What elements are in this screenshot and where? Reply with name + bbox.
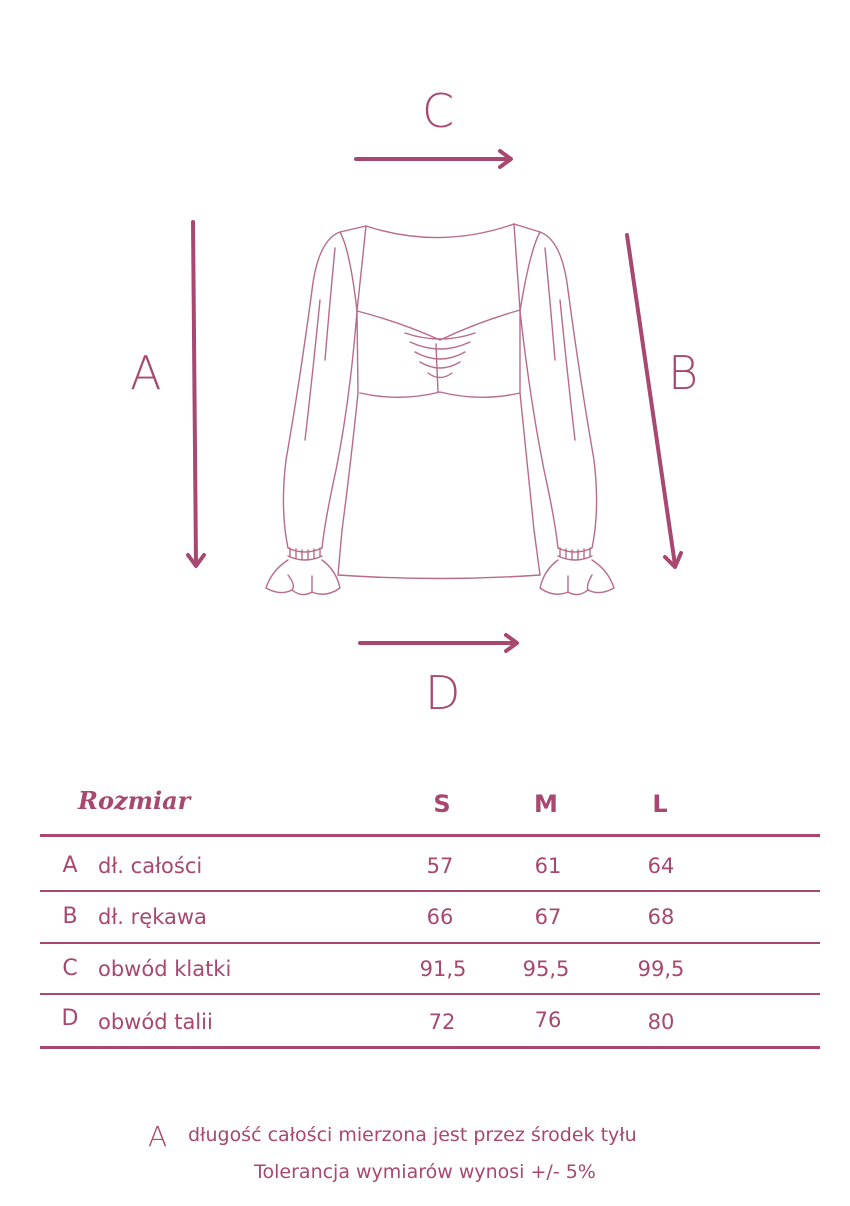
- label-b: B: [668, 346, 699, 400]
- cell-m: 95,5: [522, 957, 570, 981]
- cell-l: 80: [647, 1010, 675, 1034]
- arrow-a: [188, 222, 204, 566]
- size-header-s: S: [433, 790, 451, 818]
- arrow-c: [356, 151, 511, 167]
- table-title: Rozmiar: [78, 786, 191, 815]
- arrow-d: [360, 635, 517, 651]
- row-divider: [40, 993, 820, 995]
- label-a: A: [130, 346, 162, 400]
- row-divider: [40, 942, 820, 944]
- table-bottom-rule: [40, 1046, 820, 1049]
- cell-s: 66: [426, 905, 454, 929]
- row-label: dł. rękawa: [98, 905, 207, 929]
- size-header-l: L: [652, 790, 668, 818]
- label-d: D: [425, 666, 461, 720]
- row-divider: [40, 890, 820, 892]
- table-top-rule: [40, 834, 820, 837]
- cell-m: 61: [534, 854, 562, 878]
- arrow-b: [627, 235, 681, 567]
- cell-s: 91,5: [419, 957, 467, 981]
- row-label: obwód talii: [98, 1010, 213, 1034]
- label-c: C: [422, 84, 455, 138]
- row-label: dł. całości: [98, 854, 203, 878]
- row-letter: D: [61, 1006, 79, 1031]
- cell-m: 76: [534, 1008, 562, 1032]
- row-letter: C: [62, 956, 78, 981]
- cell-l: 64: [647, 854, 675, 878]
- cell-m: 67: [534, 905, 562, 929]
- cell-l: 99,5: [637, 957, 685, 981]
- note-letter: A: [148, 1120, 168, 1153]
- cell-s: 57: [426, 854, 454, 878]
- size-header-m: M: [534, 790, 558, 818]
- cell-l: 68: [647, 905, 675, 929]
- row-letter: B: [62, 904, 78, 929]
- row-letter: A: [62, 853, 78, 878]
- length-note: długość całości mierzona jest przez środek tyłu: [188, 1124, 637, 1146]
- row-label: obwód klatki: [98, 957, 232, 981]
- tolerance-note: Tolerancja wymiarów wynosi +/- 5%: [254, 1161, 596, 1183]
- cell-s: 72: [428, 1010, 456, 1034]
- blouse-outline: [266, 224, 614, 595]
